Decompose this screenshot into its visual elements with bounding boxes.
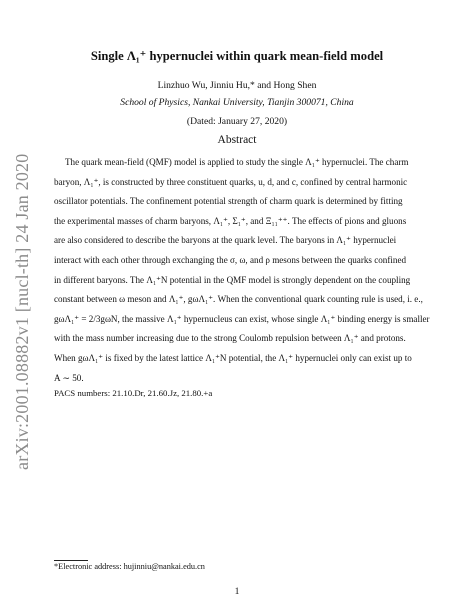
arxiv-identifier: arXiv:2001.08882v1 [nucl-th] 24 Jan 2020 [12, 153, 32, 470]
footnote-email: *Electronic address: hujinniu@nankai.edu.cn [54, 562, 205, 571]
pacs-numbers: PACS numbers: 21.10.Dr, 21.60.Jz, 21.80.+a [54, 388, 213, 398]
page-number: 1 [234, 586, 240, 597]
abstract-line: constant between ω meson and Λ₁⁺, gωΛ₁⁺. When the conventional quark counting rule is used, i. e., [54, 294, 423, 305]
author-list: Linzhuo Wu, Jinniu Hu,* and Hong Shen [157, 80, 317, 91]
affiliation: School of Physics, Nankai University, Tianjin 300071, China [120, 97, 354, 108]
abstract-line: gωΛ₁⁺ = 2/3gωN, the massive Λ₁⁺ hypernucleus can exist, whose single Λ₁⁺ binding energy is smaller [54, 313, 430, 324]
abstract-heading: Abstract [217, 134, 257, 146]
abstract-line: are also considered to describe the baryons at the quark level. The baryons in Λ₁⁺ hypernuclei [54, 235, 397, 246]
paper-title: Single Λ₁⁺ hypernuclei within quark mean-field model [90, 49, 384, 63]
abstract-line: in different baryons. The Λ₁⁺N potential in the QMF model is strongly dependent on the coupling [54, 274, 411, 285]
abstract-line: baryon, Λ₁⁺, is constructed by three constituent quarks, u, d, and c, confined by central harmonic [54, 176, 408, 187]
abstract-line: oscillator potentials. The confinement potential strength of charm quark is determined by fitting [54, 196, 403, 207]
abstract-line: The quark mean-field (QMF) model is applied to study the single Λ₁⁺ hypernuclei. The charm [65, 157, 409, 167]
abstract-line: A ∼ 50. [54, 372, 84, 383]
abstract-line: with the mass number increasing due to the strong Coulomb repulsion between Λ₁⁺ and protons. [54, 333, 406, 344]
footnote-divider [54, 560, 88, 561]
abstract-line: interact with each other through exchanging the σ, ω, and ρ mesons between the quarks confined [54, 254, 407, 265]
date-line: (Dated: January 27, 2020) [186, 116, 288, 127]
abstract-line: When gωΛ₁⁺ is fixed by the latest lattice Λ₁⁺N potential, the Λ₁⁺ hypernuclei only can exist up to [54, 352, 412, 363]
abstract-body [54, 153, 430, 388]
abstract-line: the experimental masses of charm baryons, Λ₁⁺, Σ₁⁺, and Ξ₁₁⁺⁺. The effects of pions and gluons [54, 215, 407, 226]
